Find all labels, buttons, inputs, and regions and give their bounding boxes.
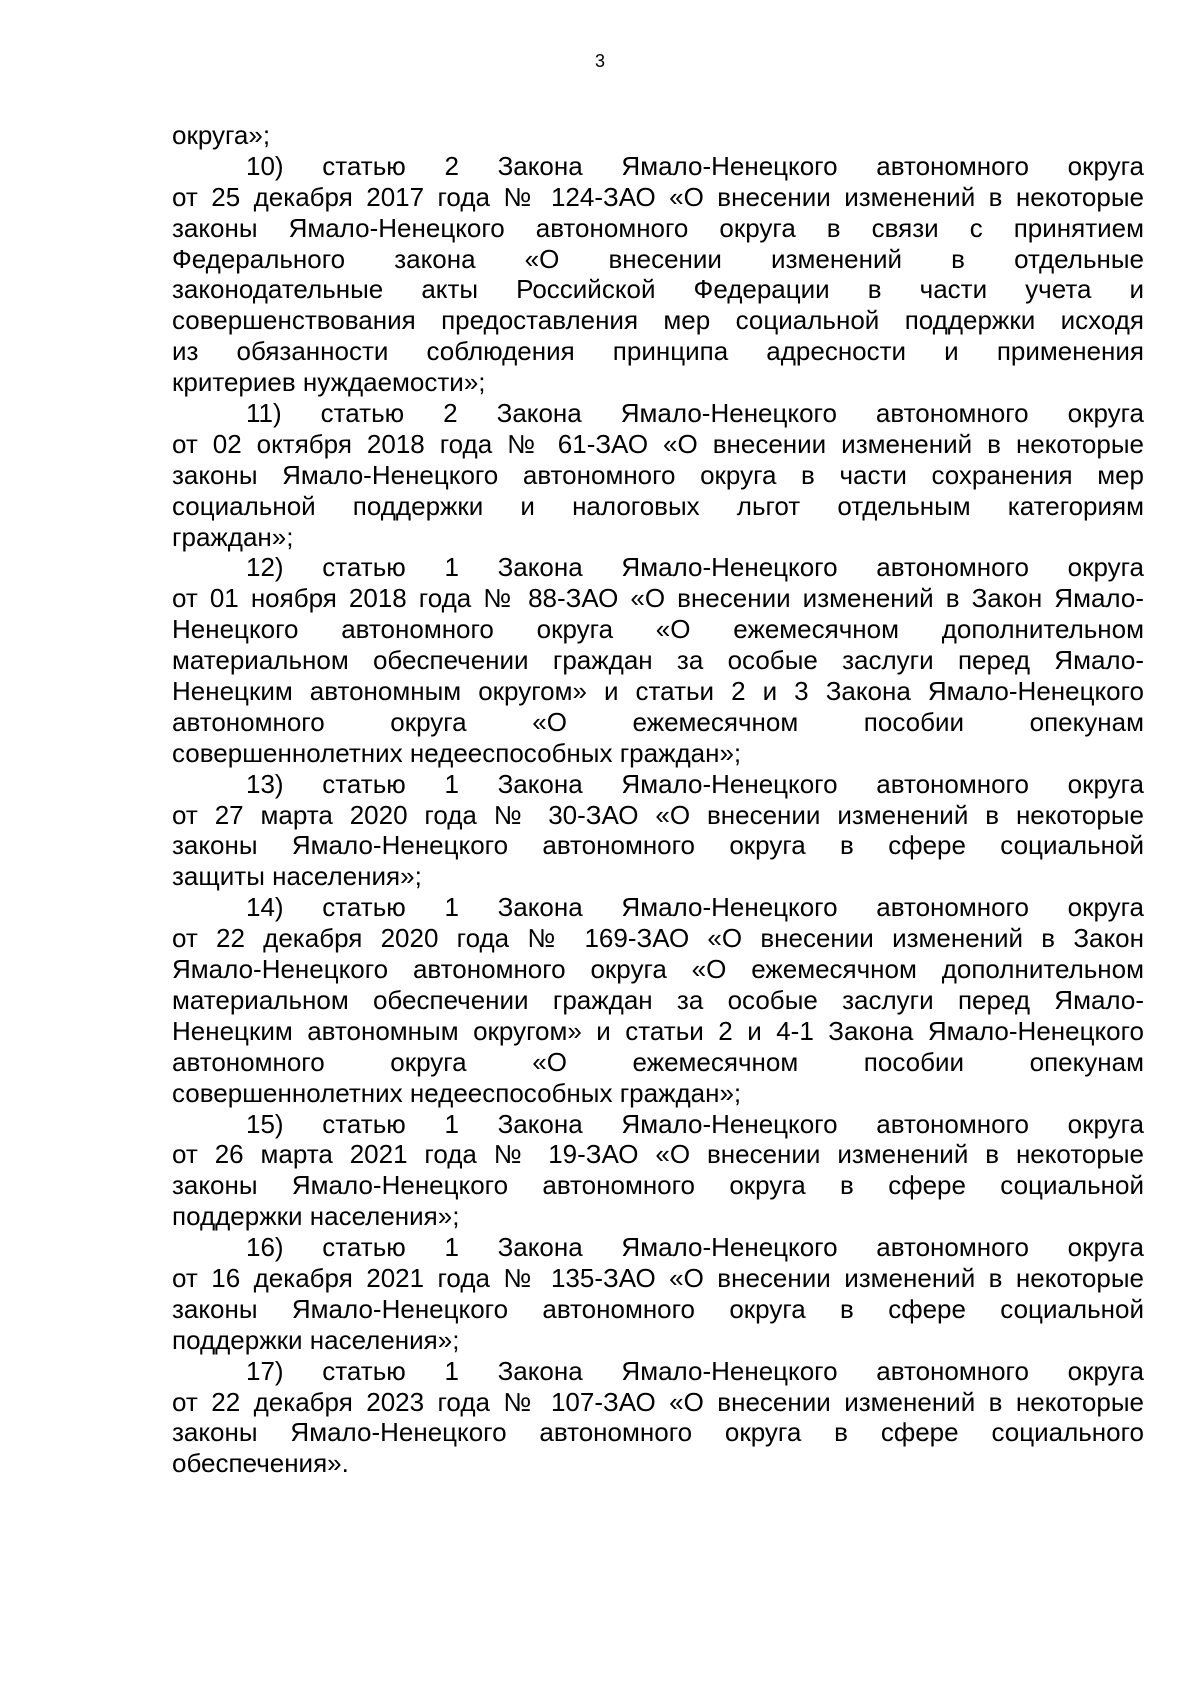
text-line: законы Ямало-Ненецкого автономного округа в связи с принятием (172, 212, 1144, 243)
text-line: из обязанности соблюдения принципа адресности и применения (172, 336, 1144, 367)
text-line: Ненецкого автономного округа «О ежемесячном дополнительном (172, 614, 1144, 645)
text-line: от 26 марта 2021 года № 19-ЗАО «О внесении изменений в некоторые (172, 1139, 1144, 1170)
list-item-start-line: 13) статью 1 Закона Ямало-Ненецкого автономного округа (246, 768, 1144, 799)
text-line: Ненецким автономным округом» и статьи 2 и 4-1 Закона Ямало-Ненецкого (172, 1015, 1144, 1046)
text-line: законы Ямало-Ненецкого автономного округа в сфере социальной (172, 1293, 1144, 1324)
text-line: критериев нуждаемости»; (172, 367, 486, 398)
text-line: социальной поддержки и налоговых льгот отдельным категориям (172, 490, 1144, 521)
text-line: Федерального закона «О внесении изменений в отдельные (172, 243, 1144, 274)
page-number: 3 (594, 51, 605, 71)
text-line: от 27 марта 2020 года № 30-ЗАО «О внесении изменений в некоторые (172, 799, 1144, 830)
text-line: автономного округа «О ежемесячном пособии опекунам (172, 706, 1144, 737)
document-body (172, 120, 1144, 1479)
text-line: от 25 декабря 2017 года № 124-ЗАО «О внесении изменений в некоторые (172, 181, 1144, 212)
text-line: защиты населения»; (172, 861, 422, 892)
list-item-start-line: 11) статью 2 Закона Ямало-Ненецкого автономного округа (246, 398, 1144, 429)
list-item-start-line: 17) статью 1 Закона Ямало-Ненецкого автономного округа (246, 1355, 1144, 1386)
list-item-start-line: 15) статью 1 Закона Ямало-Ненецкого автономного округа (246, 1108, 1144, 1139)
text-line: обеспечения». (172, 1448, 349, 1479)
text-line: законы Ямало-Ненецкого автономного округа в сфере социальной (172, 830, 1144, 861)
text-line: от 01 ноября 2018 года № 88-ЗАО «О внесении изменений в Закон Ямало- (172, 583, 1144, 614)
text-line: граждан»; (172, 521, 294, 552)
text-line: материальном обеспечении граждан за особые заслуги перед Ямало- (172, 645, 1144, 676)
text-line: от 02 октября 2018 года № 61-ЗАО «О внесении изменений в некоторые (172, 428, 1144, 459)
text-line: законы Ямало-Ненецкого автономного округа в части сохранения мер (172, 459, 1144, 490)
text-line: округа»; (172, 120, 271, 150)
text-line: поддержки населения»; (172, 1201, 460, 1232)
text-line: совершеннолетних недееспособных граждан»; (172, 737, 742, 768)
text-line: от 22 декабря 2023 года № 107-ЗАО «О внесении изменений в некоторые (172, 1386, 1144, 1417)
text-line: материальном обеспечении граждан за особые заслуги перед Ямало- (172, 984, 1144, 1015)
text-line: совершенствования предоставления мер социальной поддержки исходя (172, 305, 1144, 336)
text-line: от 22 декабря 2020 года № 169-ЗАО «О внесении изменений в Закон (172, 923, 1144, 954)
text-line: Ненецким автономным округом» и статьи 2 и 3 Закона Ямало-Ненецкого (172, 676, 1144, 707)
text-line: автономного округа «О ежемесячном пособии опекунам (172, 1046, 1144, 1077)
text-line: Ямало-Ненецкого автономного округа «О ежемесячном дополнительном (172, 954, 1144, 985)
text-line: законы Ямало-Ненецкого автономного округа в сфере социальной (172, 1170, 1144, 1201)
text-line: законы Ямало-Ненецкого автономного округа в сфере социального (172, 1417, 1144, 1448)
text-line: законодательные акты Российской Федерации в части учета и (172, 274, 1144, 305)
list-item-start-line: 10) статью 2 Закона Ямало-Ненецкого автономного округа (246, 150, 1144, 181)
list-item-start-line: 14) статью 1 Закона Ямало-Ненецкого автономного округа (246, 892, 1144, 923)
text-line: поддержки населения»; (172, 1324, 460, 1355)
list-item-start-line: 16) статью 1 Закона Ямало-Ненецкого автономного округа (246, 1232, 1144, 1263)
text-line: совершеннолетних недееспособных граждан»; (172, 1077, 742, 1108)
list-item-start-line: 12) статью 1 Закона Ямало-Ненецкого автономного округа (246, 552, 1144, 583)
text-line: от 16 декабря 2021 года № 135-ЗАО «О внесении изменений в некоторые (172, 1262, 1144, 1293)
